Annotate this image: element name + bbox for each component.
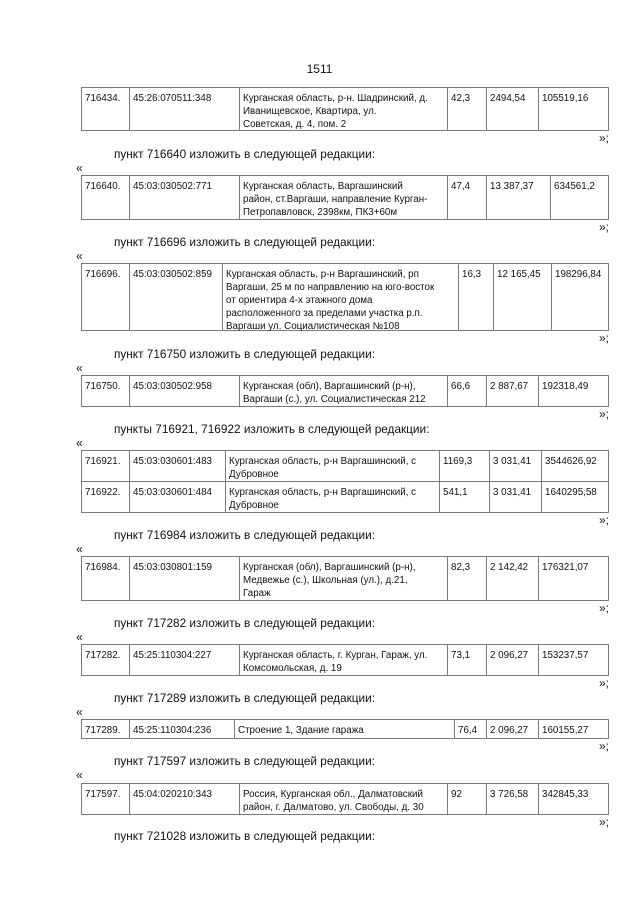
total: 160155,27 xyxy=(538,720,610,738)
price: 13 387,37 xyxy=(486,176,550,219)
address: Курганская область, г. Курган, Гараж, ул. Комсомольская, д. 19 xyxy=(239,645,447,675)
address: Курганская область, Варгашинский район, ст.Варгаши, направление Курган- Петропавловск, 2398км, ПК3+60м xyxy=(239,176,447,219)
opening-quote: « xyxy=(76,249,83,263)
closing-quote: »; xyxy=(598,331,609,345)
price: 12 165,45 xyxy=(493,264,551,330)
item-number: 717289. xyxy=(85,725,121,736)
item-number: 716434. xyxy=(85,93,121,104)
amendment-instruction: пункт 717282 изложить в следующей редакции: xyxy=(114,616,375,630)
area: 92 xyxy=(447,784,486,814)
area: 73,1 xyxy=(447,645,486,675)
area: 16,3 xyxy=(458,264,493,330)
address: Курганская область, р-н. Шадринский, д. Иванищевское, Квартира, ул. Советская, д. 4, пом. 2 xyxy=(239,88,447,130)
price: 3 031,41 xyxy=(489,451,541,481)
total: 105519,16 xyxy=(538,88,610,130)
price: 2 096,27 xyxy=(486,720,538,738)
cadastral-number: 45:03:030502:958 xyxy=(129,376,239,406)
item-number: 716922. xyxy=(85,487,121,498)
table-row xyxy=(81,644,609,676)
total: 153237,57 xyxy=(538,645,610,675)
price: 2 096,27 xyxy=(486,645,538,675)
item-number: 716640. xyxy=(85,181,121,192)
opening-quote: « xyxy=(76,361,83,375)
amendment-instruction: пункт 717289 изложить в следующей редакции: xyxy=(114,691,375,705)
address: Курганская (обл), Варгашинский (р-н), Варгаши (с.), ул. Социалистическая 212 xyxy=(239,376,447,406)
item-number: 717597. xyxy=(85,789,121,800)
price: 2 887,67 xyxy=(486,376,538,406)
amendment-instruction: пункт 716640 изложить в следующей редакции: xyxy=(114,147,375,161)
table-row xyxy=(81,481,609,513)
amendment-instruction: пункт 717597 изложить в следующей редакции: xyxy=(114,754,375,768)
area: 66,6 xyxy=(447,376,486,406)
table-row xyxy=(81,556,609,601)
address: Курганская (обл), Варгашинский (р-н), Медвежье (с.), Школьная (ул.), д.21, Гараж xyxy=(239,557,447,600)
price: 3 726,58 xyxy=(486,784,538,814)
address: Курганская область, р-н Варгашинский, с Дубровное xyxy=(225,451,439,481)
table-row xyxy=(81,87,609,131)
address: Курганская область, р-н Варгашинский, с Дубровное xyxy=(225,482,439,512)
total: 3544626,92 xyxy=(541,451,610,481)
cadastral-number: 45:26:070511:348 xyxy=(129,88,239,130)
closing-quote: »; xyxy=(598,513,609,527)
closing-quote: »; xyxy=(598,220,609,234)
cadastral-number: 45:04:020210:343 xyxy=(129,784,239,814)
closing-quote: »; xyxy=(598,601,609,615)
opening-quote: « xyxy=(76,542,83,556)
price: 3 031,41 xyxy=(489,482,541,512)
cadastral-number: 45:03:030601:484 xyxy=(129,482,225,512)
table-row xyxy=(81,450,609,482)
total: 198296,84 xyxy=(551,264,610,330)
area: 76,4 xyxy=(454,720,486,738)
amendment-instruction: пункт 721028 изложить в следующей редакции: xyxy=(114,829,375,843)
closing-quote: »; xyxy=(598,676,609,690)
amendment-instruction: пункт 716750 изложить в следующей редакции: xyxy=(114,347,375,361)
closing-quote: »; xyxy=(598,739,609,753)
amendment-instruction: пункты 716921, 716922 изложить в следующей редакции: xyxy=(114,422,430,436)
price: 2 142,42 xyxy=(486,557,538,600)
item-number: 716750. xyxy=(85,381,121,392)
total: 192318,49 xyxy=(538,376,610,406)
cadastral-number: 45:25:110304:236 xyxy=(129,720,234,738)
item-number: 716984. xyxy=(85,562,121,573)
total: 634561,2 xyxy=(550,176,610,219)
address: Россия, Курганская обл., Далматовский район, г. Далматово, ул. Свободы, д. 30 xyxy=(239,784,447,814)
area: 1169,3 xyxy=(439,451,489,481)
address: Строение 1, Здание гаража xyxy=(234,720,454,738)
cadastral-number: 45:25:110304:227 xyxy=(129,645,239,675)
total: 176321,07 xyxy=(538,557,610,600)
total: 342845,33 xyxy=(538,784,610,814)
cadastral-number: 45:03:030801:159 xyxy=(129,557,239,600)
table-row xyxy=(81,175,609,220)
page-number: 1511 xyxy=(306,62,333,76)
table-row xyxy=(81,783,609,815)
amendment-instruction: пункт 716696 изложить в следующей редакции: xyxy=(114,235,375,249)
opening-quote: « xyxy=(76,768,83,782)
closing-quote: »; xyxy=(598,131,609,145)
cadastral-number: 45:03:030502:859 xyxy=(129,264,222,330)
opening-quote: « xyxy=(76,630,83,644)
closing-quote: »; xyxy=(598,815,609,829)
opening-quote: « xyxy=(76,161,83,175)
area: 42,3 xyxy=(447,88,486,130)
opening-quote: « xyxy=(76,705,83,719)
closing-quote: »; xyxy=(598,407,609,421)
address: Курганская область, р-н Варгашинский, рп Варгаши, 25 м по направлению на юго-восток от ориентира 4-х этажного дома расположенного за пределами участка р.п. Варгаши ул. Социалистическая №108 xyxy=(222,264,458,330)
table-row xyxy=(81,263,609,331)
total: 1640295,58 xyxy=(541,482,610,512)
item-number: 716921. xyxy=(85,456,121,467)
table-row xyxy=(81,375,609,407)
opening-quote: « xyxy=(76,436,83,450)
amendment-instruction: пункт 716984 изложить в следующей редакции: xyxy=(114,528,375,542)
area: 82,3 xyxy=(447,557,486,600)
cadastral-number: 45:03:030601:483 xyxy=(129,451,225,481)
table-row xyxy=(81,719,609,739)
item-number: 717282. xyxy=(85,650,121,661)
price: 2494,54 xyxy=(486,88,538,130)
item-number: 716696. xyxy=(85,269,121,280)
cadastral-number: 45:03:030502:771 xyxy=(129,176,239,219)
area: 47,4 xyxy=(447,176,486,219)
area: 541,1 xyxy=(439,482,489,512)
